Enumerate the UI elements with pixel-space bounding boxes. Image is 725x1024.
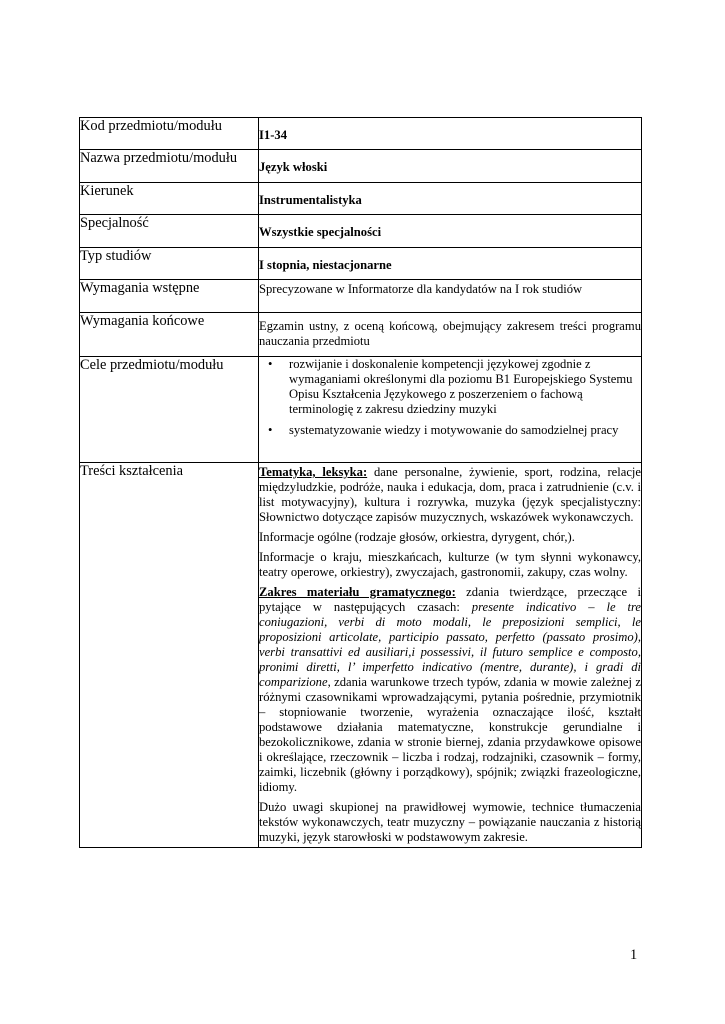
row-nazwa (80, 150, 642, 183)
row-cele (80, 357, 642, 463)
gramatyka-text-a: zdania twierdzące, przeczące i pytające w następujących czasach: (259, 585, 641, 614)
row-typ (80, 248, 642, 280)
value-cele (259, 357, 642, 463)
goal-text: systematyzowanie wiedzy i motywowanie do samodzielnej pracy (289, 423, 619, 437)
tematyka-heading: Tematyka, leksyka: (259, 465, 368, 479)
label-kod: Kod przedmiotu/modułu (80, 118, 259, 150)
gramatyka-italic: presente indicativo – le tre coniugazioni, verbi di moto modali, le preposizioni semplici, le proposizioni articolate, participio passato, perfetto (passato prosimo), verbi transattivi ed ausiliari,i possessivi, il futuro semplice e composto, pronimi diretti, l’ imperfetto indicativo (mentre, durante), i gradi di comparizione (259, 600, 641, 689)
page-number: 1 (630, 947, 638, 963)
label-tresci: Treści kształcenia (80, 463, 259, 848)
value-wymagania-wstepne: Sprecyzowane w Informatorze dla kandydatów na I rok studiów (259, 280, 642, 313)
label-kierunek: Kierunek (80, 183, 259, 215)
bullet-icon: • (268, 357, 273, 371)
value-kierunek: Instrumentalistyka (259, 183, 642, 215)
value-typ: I stopnia, niestacjonarne (259, 248, 642, 280)
value-nazwa: Język włoski (259, 150, 642, 183)
gramatyka-heading: Zakres materiału gramatycznego: (259, 585, 456, 599)
label-wymagania-koncowe: Wymagania końcowe (80, 313, 259, 357)
tresci-informacje-o-kraju: Informacje o kraju, mieszkańcach, kulturze (w tym słynni wykonawcy, teatry operowe, orkiestry), zwyczajach, gastronomii, zakupy, czas wolny. (259, 550, 641, 579)
gramatyka-text-b: , zdania warunkowe trzech typów, zdania w mowie zależnej z różnymi czasownikami wprowadzającymi, pytania pośrednie, przymiotnik – stopniowanie tworzenie, wyrażenia oznaczające ilość, kształt podstawowe działania matematyczne, konstrukcje gerundialne i bezokolicznikowe, zdania w stronie biernej, zdania przydawkowe opisowe i określające, rzeczownik – liczba i rodzaj, rodzajniki, czasownik – formy, zaimki, liczebnik (główny i porządkowy), spójnik; związki frazeologiczne, idiomy. (259, 675, 641, 794)
row-kod (80, 118, 642, 150)
goal-item (268, 357, 641, 417)
label-specjalnosc: Specjalność (80, 215, 259, 248)
value-wymagania-koncowe: Egzamin ustny, z oceną końcową, obejmujący zakresem treści programu nauczania przedmiotu (259, 313, 642, 357)
goals-list (259, 357, 641, 438)
goal-text: rozwijanie i doskonalenie kompetencji językowej zgodnie z wymaganiami określonymi dla poziomu B1 Europejskiego Systemu Opisu Kształcenia Językowego z poszerzeniem o fachową terminologię z zakresu dziedziny muzyki (289, 357, 633, 416)
tresci-wymowa: Dużo uwagi skupionej na prawidłowej wymowie, technice tłumaczenia tekstów wykonawczych, teatr muzyczny – powiązanie nauczania z historią muzyki, język starowłoski w podstawowym zakresie. (259, 800, 641, 844)
row-wymagania-koncowe (80, 313, 642, 357)
row-wymagania-wstepne (80, 280, 642, 313)
row-specjalnosc (80, 215, 642, 248)
goal-item (268, 423, 641, 438)
bullet-icon: • (268, 423, 273, 437)
label-nazwa: Nazwa przedmiotu/modułu (80, 150, 259, 183)
label-wymagania-wstepne: Wymagania wstępne (80, 280, 259, 313)
label-typ: Typ studiów (80, 248, 259, 280)
tresci-informacje-ogolne: Informacje ogólne (rodzaje głosów, orkiestra, dyrygent, chór,). (259, 530, 575, 544)
value-specjalnosc: Wszystkie specjalności (259, 215, 642, 248)
tresci-gramatyka (259, 585, 641, 795)
tresci-tematyka (259, 465, 641, 525)
row-kierunek (80, 183, 642, 215)
row-tresci (80, 463, 642, 848)
tematyka-text: dane personalne, żywienie, sport, rodzina, relacje międzyludzkie, podróże, nauka i edukacja, dom, praca i zatrudnienie (c.v. i list motywacyjny), kultura i rozrywka, muzyka (język specjalistyczny: Słownictwo dotyczące zapisów muzycznych, wskazówek wykonawczych. (259, 465, 641, 524)
value-tresci (259, 463, 642, 848)
value-kod: I1-34 (259, 118, 642, 150)
course-table (79, 117, 642, 848)
label-cele: Cele przedmiotu/modułu (80, 357, 259, 463)
